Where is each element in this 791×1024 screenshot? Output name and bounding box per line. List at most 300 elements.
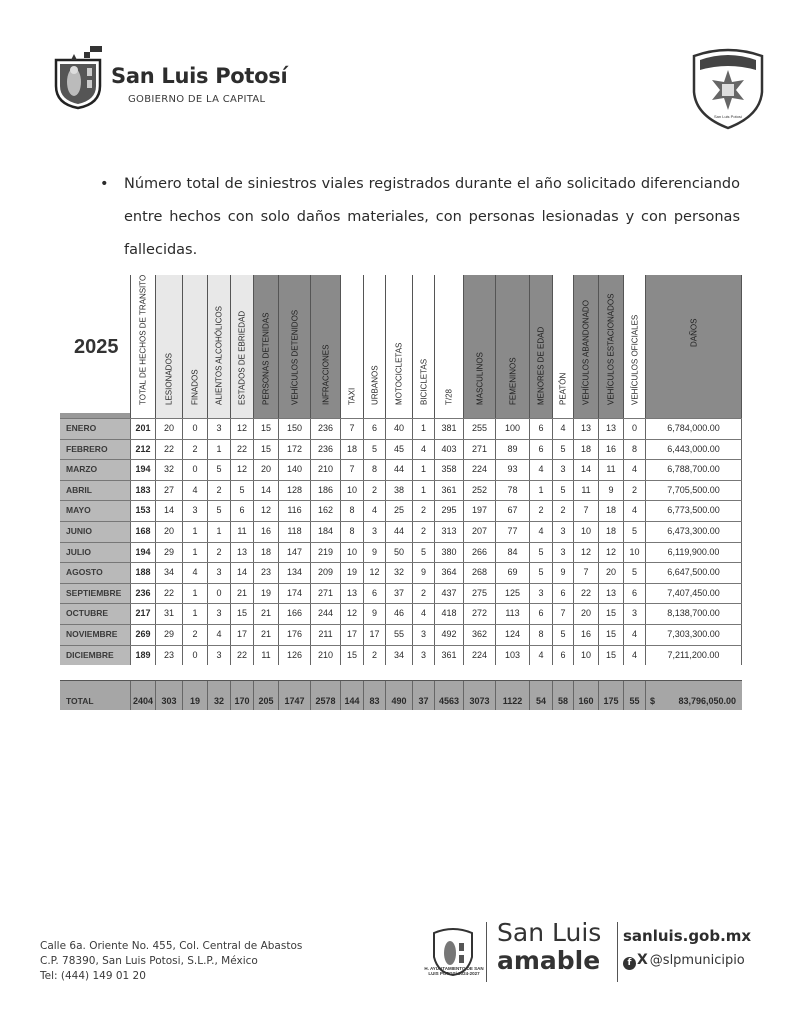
table-cell: 0: [182, 419, 207, 439]
table-cell: 7,211,200.00: [645, 646, 742, 666]
table-cell: 362: [463, 625, 495, 645]
column-header-label: MASCULINOS: [475, 352, 484, 405]
table-cell: 6: [623, 584, 645, 604]
table-cell: 3: [182, 501, 207, 521]
table-cell: 7: [340, 460, 363, 480]
table-cell: 140: [278, 460, 310, 480]
column-header-label: LESIONADOS: [164, 352, 174, 405]
table-row: [60, 521, 742, 542]
address-line-3: Tel: (444) 149 01 20: [40, 970, 146, 982]
table-cell: 5: [623, 563, 645, 583]
social-handle[interactable]: [623, 952, 745, 970]
table-cell: 201: [130, 419, 155, 439]
table-cell: 4: [412, 440, 434, 460]
slogan-line-2: amable: [497, 946, 601, 975]
table-cell: 3: [207, 563, 230, 583]
table-cell: 29: [155, 625, 182, 645]
table-cell: 162: [310, 501, 340, 521]
social-handle-text: @slpmunicipio: [649, 953, 745, 968]
table-cell: 4: [623, 501, 645, 521]
table-cell: 89: [495, 440, 529, 460]
table-cell: 13: [340, 584, 363, 604]
table-cell: 4: [182, 563, 207, 583]
table-cell: 194: [130, 460, 155, 480]
table-cell: 9: [363, 543, 385, 563]
table-row: [60, 603, 742, 624]
table-cell: 12: [230, 419, 253, 439]
table-cell: 1: [412, 460, 434, 480]
table-cell: 4: [623, 646, 645, 666]
table-cell: 2: [207, 543, 230, 563]
table-cell: 6,784,000.00: [645, 419, 742, 439]
table-cell: 21: [230, 584, 253, 604]
total-cell: 3073: [463, 681, 495, 710]
table-cell: 15: [598, 604, 623, 624]
table-cell: 2: [412, 501, 434, 521]
table-cell: 4: [529, 646, 552, 666]
table-cell: 46: [385, 604, 412, 624]
table-cell: 77: [495, 522, 529, 542]
table-cell: 44: [385, 522, 412, 542]
table-cell: 9: [412, 563, 434, 583]
table-cell: 4: [552, 419, 573, 439]
table-cell: 20: [573, 604, 598, 624]
table-cell: 29: [155, 543, 182, 563]
total-cell: 58: [552, 681, 573, 710]
table-cell: 197: [463, 501, 495, 521]
table-cell: 6,773,500.00: [645, 501, 742, 521]
month-label: MAYO: [60, 501, 130, 521]
month-label: DICIEMBRE: [60, 646, 130, 666]
table-cell: 22: [155, 440, 182, 460]
table-cell: 211: [310, 625, 340, 645]
table-cell: 5: [412, 543, 434, 563]
table-cell: 3: [207, 419, 230, 439]
month-label: JULIO: [60, 543, 130, 563]
table-cell: 8: [623, 440, 645, 460]
table-cell: 12: [253, 501, 278, 521]
city-logo: [46, 32, 306, 112]
table-cell: 18: [573, 440, 598, 460]
seal-caption: H. AYUNTAMIENTO DE SAN LUIS POTOSÍ 2024-2027: [424, 966, 484, 976]
table-cell: 172: [278, 440, 310, 460]
table-cell: 100: [495, 419, 529, 439]
table-cell: 44: [385, 460, 412, 480]
column-header-label: MENORES DE EDAD: [536, 326, 546, 405]
table-row: [60, 439, 742, 460]
table-cell: 8: [529, 625, 552, 645]
column-header: [278, 275, 310, 418]
footer-divider: [617, 922, 618, 982]
month-label: FEBRERO: [60, 440, 130, 460]
table-cell: 2: [182, 625, 207, 645]
table-cell: 210: [310, 646, 340, 666]
table-cell: 118: [278, 522, 310, 542]
table-cell: 295: [434, 501, 463, 521]
table-cell: 18: [340, 440, 363, 460]
table-cell: 6,119,900.00: [645, 543, 742, 563]
table-cell: 11: [573, 481, 598, 501]
table-cell: 6: [363, 584, 385, 604]
table-cell: 25: [385, 501, 412, 521]
table-cell: 5: [207, 501, 230, 521]
table-cell: 3: [552, 460, 573, 480]
table-cell: 209: [310, 563, 340, 583]
column-header-label: PERSONAS DETENIDAS: [261, 312, 271, 405]
table-cell: 9: [552, 563, 573, 583]
table-cell: 23: [253, 563, 278, 583]
table-cell: 20: [155, 419, 182, 439]
table-cell: 5: [552, 440, 573, 460]
table-cell: 12: [598, 543, 623, 563]
table-cell: 174: [278, 584, 310, 604]
table-cell: 11: [253, 646, 278, 666]
table-cell: 210: [310, 460, 340, 480]
table-cell: 78: [495, 481, 529, 501]
table-cell: 4: [363, 501, 385, 521]
table-cell: 93: [495, 460, 529, 480]
total-cell: 205: [253, 681, 278, 710]
table-cell: 34: [155, 563, 182, 583]
table-cell: 236: [130, 584, 155, 604]
total-cell: 490: [385, 681, 412, 710]
table-cell: 7,303,300.00: [645, 625, 742, 645]
table-cell: 5: [363, 440, 385, 460]
table-cell: 125: [495, 584, 529, 604]
currency-symbol: $: [650, 696, 656, 706]
table-cell: 2: [412, 522, 434, 542]
table-cell: 15: [253, 419, 278, 439]
table-cell: 7: [552, 604, 573, 624]
table-cell: 207: [463, 522, 495, 542]
total-cell: 37: [412, 681, 434, 710]
table-row: [60, 583, 742, 604]
table-cell: 37: [385, 584, 412, 604]
column-header: [412, 275, 434, 418]
table-cell: 32: [385, 563, 412, 583]
column-header: [207, 275, 230, 418]
address-line-1: Calle 6a. Oriente No. 455, Col. Central de Abastos: [40, 940, 303, 952]
coat-of-arms-icon: [52, 46, 104, 110]
table-cell: 194: [130, 543, 155, 563]
table-cell: 22: [230, 646, 253, 666]
table-cell: 6,788,700.00: [645, 460, 742, 480]
table-cell: 22: [230, 440, 253, 460]
table-cell: 7: [340, 419, 363, 439]
table-cell: 12: [340, 604, 363, 624]
table-cell: 20: [155, 522, 182, 542]
slogan-line-1: San Luis: [497, 918, 602, 947]
table-cell: 8: [363, 460, 385, 480]
column-header: [598, 275, 623, 418]
table-cell: 84: [495, 543, 529, 563]
table-cell: 10: [573, 646, 598, 666]
table-cell: 3: [412, 646, 434, 666]
badge-text: San Luis Potosí: [713, 114, 743, 119]
column-header: [253, 275, 278, 418]
address-line-2: C.P. 78390, San Luis Potosi, S.L.P., México: [40, 955, 258, 967]
total-cell: 144: [340, 681, 363, 710]
table-cell: 271: [463, 440, 495, 460]
column-header: [363, 275, 385, 418]
column-header: [623, 275, 645, 418]
table-cell: 5: [529, 543, 552, 563]
table-cell: 6: [363, 419, 385, 439]
column-header: [434, 275, 463, 418]
table-cell: 1: [182, 604, 207, 624]
column-header: [495, 275, 529, 418]
table-row: [60, 645, 742, 666]
column-header-label: VEHÍCULOS OFICIALES: [630, 314, 639, 405]
column-header: [230, 275, 253, 418]
table-cell: 128: [278, 481, 310, 501]
column-header: [552, 275, 573, 418]
table-cell: 8: [340, 522, 363, 542]
table-cell: 38: [385, 481, 412, 501]
table-cell: 153: [130, 501, 155, 521]
column-header: [340, 275, 363, 418]
table-cell: 7: [573, 563, 598, 583]
column-header-label: INFRACCIONES: [321, 344, 330, 405]
table-cell: 21: [253, 604, 278, 624]
table-cell: 12: [230, 460, 253, 480]
table-cell: 0: [182, 646, 207, 666]
table-row: [60, 480, 742, 501]
footer-divider: [486, 922, 487, 982]
table-cell: 14: [155, 501, 182, 521]
column-header: [529, 275, 552, 418]
column-header-label: TOTAL DE HECHOS DE TRANSITO: [138, 274, 148, 405]
table-cell: 32: [155, 460, 182, 480]
table-cell: 15: [253, 440, 278, 460]
month-label: NOVIEMBRE: [60, 625, 130, 645]
month-label: JUNIO: [60, 522, 130, 542]
table-cell: 17: [340, 625, 363, 645]
table-cell: 380: [434, 543, 463, 563]
table-cell: 4: [623, 460, 645, 480]
table-cell: 0: [207, 584, 230, 604]
table-cell: 403: [434, 440, 463, 460]
table-cell: 3: [552, 522, 573, 542]
table-cell: 176: [278, 625, 310, 645]
table-cell: 12: [573, 543, 598, 563]
table-cell: 3: [529, 584, 552, 604]
facebook-icon[interactable]: f: [623, 957, 636, 970]
total-cell: 1122: [495, 681, 529, 710]
table-cell: 113: [495, 604, 529, 624]
table-cell: 14: [573, 460, 598, 480]
table-cell: 17: [230, 625, 253, 645]
column-header-label: PEATÓN: [558, 372, 568, 405]
column-header-label: MOTOCICLETAS: [394, 342, 404, 405]
column-header-label: TAXI: [347, 387, 357, 405]
table-cell: 16: [253, 522, 278, 542]
table-cell: 55: [385, 625, 412, 645]
table-cell: 8: [340, 501, 363, 521]
table-cell: 67: [495, 501, 529, 521]
table-cell: 45: [385, 440, 412, 460]
table-cell: 126: [278, 646, 310, 666]
table-cell: 364: [434, 563, 463, 583]
table-cell: 1: [412, 419, 434, 439]
table-cell: 358: [434, 460, 463, 480]
table-cell: 3: [623, 604, 645, 624]
total-cell: 55: [623, 681, 645, 710]
table-cell: 3: [363, 522, 385, 542]
table-cell: 275: [463, 584, 495, 604]
table-cell: 9: [363, 604, 385, 624]
table-cell: 4: [182, 481, 207, 501]
table-cell: 418: [434, 604, 463, 624]
column-header-label: URBANOS: [370, 365, 379, 405]
column-header-label: VEHÍCULOS ABANDONADO: [581, 300, 591, 405]
table-cell: 3: [412, 625, 434, 645]
month-label: ENERO: [60, 419, 130, 439]
table-cell: 19: [253, 584, 278, 604]
intro-paragraph: [100, 168, 740, 267]
table-cell: 266: [463, 543, 495, 563]
table-cell: 15: [340, 646, 363, 666]
table-cell: 4: [529, 460, 552, 480]
table-cell: 6,647,500.00: [645, 563, 742, 583]
table-cell: 14: [253, 481, 278, 501]
website-link[interactable]: sanluis.gob.mx: [623, 927, 752, 945]
table-cell: 166: [278, 604, 310, 624]
table-cell: 2: [363, 646, 385, 666]
table-cell: 255: [463, 419, 495, 439]
table-cell: 18: [253, 543, 278, 563]
table-cell: 15: [598, 625, 623, 645]
table-cell: 23: [155, 646, 182, 666]
table-cell: 268: [463, 563, 495, 583]
table-cell: 1: [182, 543, 207, 563]
table-cell: 1: [207, 522, 230, 542]
table-row: [60, 624, 742, 645]
total-cell: 1747: [278, 681, 310, 710]
table-row: [60, 542, 742, 563]
table-cell: 7: [573, 501, 598, 521]
table-cell: 271: [310, 584, 340, 604]
x-twitter-icon[interactable]: X: [637, 952, 648, 968]
table-cell: 22: [155, 584, 182, 604]
column-header-label: VEHÍCULOS ESTACIONADOS: [606, 293, 616, 405]
month-label: OCTUBRE: [60, 604, 130, 624]
table-cell: 12: [363, 563, 385, 583]
total-cell: 160: [573, 681, 598, 710]
table-row: [60, 500, 742, 521]
table-cell: 1: [412, 481, 434, 501]
brand-subtitle: GOBIERNO DE LA CAPITAL: [128, 94, 266, 105]
total-cell: 83: [363, 681, 385, 710]
table-cell: 11: [230, 522, 253, 542]
column-header: [463, 275, 495, 418]
total-row: [60, 680, 742, 710]
table-cell: 2: [529, 501, 552, 521]
column-header: [155, 275, 182, 418]
table-cell: 19: [340, 563, 363, 583]
table-cell: 13: [230, 543, 253, 563]
table-cell: 2: [552, 501, 573, 521]
month-label: ABRIL: [60, 481, 130, 501]
column-header-label: DAÑOS: [689, 318, 698, 347]
table-cell: 3: [207, 604, 230, 624]
table-cell: 217: [130, 604, 155, 624]
table-cell: 381: [434, 419, 463, 439]
table-cell: 4: [623, 625, 645, 645]
table-cell: 69: [495, 563, 529, 583]
column-header: [182, 275, 207, 418]
table-cell: 184: [310, 522, 340, 542]
table-cell: 15: [230, 604, 253, 624]
table-cell: 4: [207, 625, 230, 645]
table-cell: 11: [598, 460, 623, 480]
table-cell: 219: [310, 543, 340, 563]
police-badge-icon: [690, 46, 766, 130]
table-cell: 21: [253, 625, 278, 645]
table-cell: 1: [182, 522, 207, 542]
table-cell: 6,473,300.00: [645, 522, 742, 542]
table-cell: 3: [552, 543, 573, 563]
table-cell: 20: [253, 460, 278, 480]
table-cell: 40: [385, 419, 412, 439]
table-cell: 269: [130, 625, 155, 645]
table-cell: 6: [529, 419, 552, 439]
table-cell: 183: [130, 481, 155, 501]
table-cell: 361: [434, 481, 463, 501]
table-cell: 6: [552, 584, 573, 604]
column-header: [573, 275, 598, 418]
table-cell: 313: [434, 522, 463, 542]
table-cell: 244: [310, 604, 340, 624]
table-cell: 103: [495, 646, 529, 666]
table-cell: 5: [552, 625, 573, 645]
total-cell: 303: [155, 681, 182, 710]
table-cell: 212: [130, 440, 155, 460]
column-header-label: T/28: [444, 388, 454, 405]
total-label: TOTAL: [66, 696, 94, 706]
table-cell: 168: [130, 522, 155, 542]
table-cell: 13: [598, 419, 623, 439]
table-cell: 14: [230, 563, 253, 583]
table-cell: 16: [573, 625, 598, 645]
table-cell: 10: [340, 543, 363, 563]
table-cell: 224: [463, 460, 495, 480]
table-cell: 7,407,450.00: [645, 584, 742, 604]
table-cell: 3: [207, 646, 230, 666]
table-cell: 2: [623, 481, 645, 501]
total-cell: 175: [598, 681, 623, 710]
table-cell: 17: [363, 625, 385, 645]
table-cell: 437: [434, 584, 463, 604]
column-header-label: FINADOS: [190, 369, 200, 405]
table-cell: 361: [434, 646, 463, 666]
table-cell: 7,705,500.00: [645, 481, 742, 501]
table-cell: 147: [278, 543, 310, 563]
column-header-label: ALIENTOS ALCOHÓLICOS: [214, 306, 224, 405]
table-cell: 492: [434, 625, 463, 645]
footer-address: [40, 939, 302, 984]
column-header-label: BICICLETAS: [419, 358, 428, 405]
table-cell: 272: [463, 604, 495, 624]
table-cell: 5: [529, 563, 552, 583]
table-cell: 2: [412, 584, 434, 604]
table-cell: 8,138,700.00: [645, 604, 742, 624]
table-cell: 1: [207, 440, 230, 460]
table-cell: 1: [529, 481, 552, 501]
table-cell: 50: [385, 543, 412, 563]
total-cell: 2578: [310, 681, 340, 710]
bullet: •: [100, 176, 109, 192]
